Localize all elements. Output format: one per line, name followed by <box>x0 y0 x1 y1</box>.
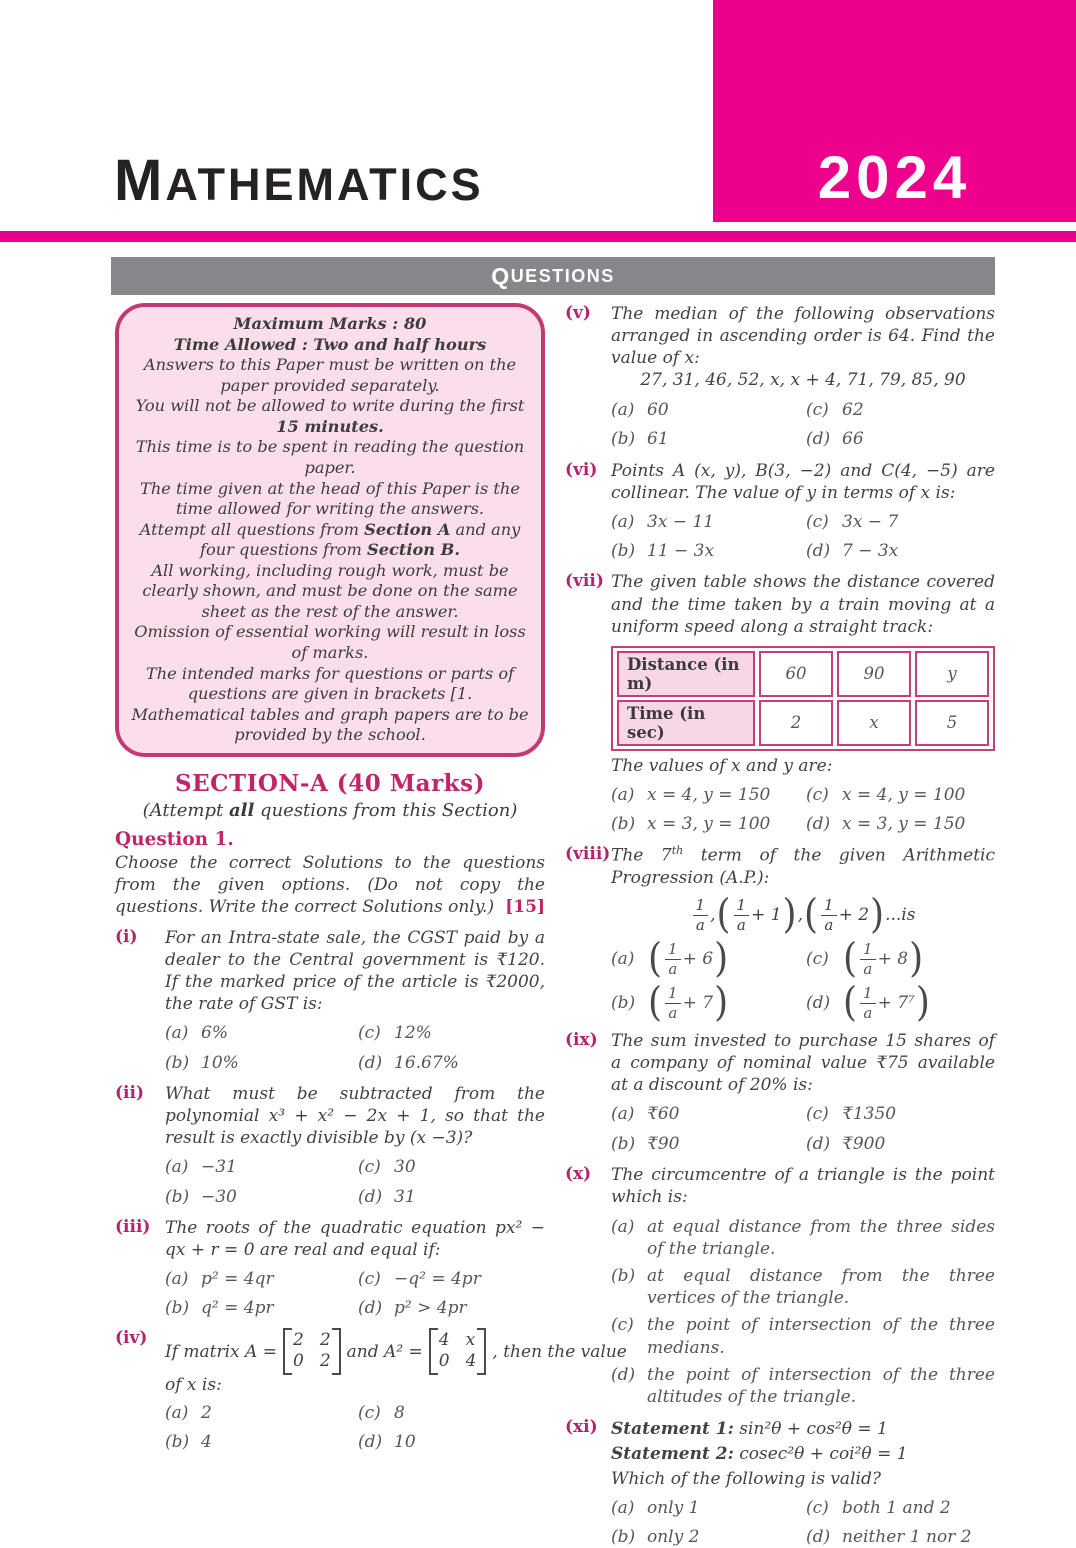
question-vi-option-c: (c) 3x − 7 <box>806 511 899 532</box>
question-x-option-c: (c) the point of intersection of the three medians. <box>611 1315 995 1358</box>
question-x-option-b: (b) at equal distance from the three vertices of the triangle. <box>611 1266 995 1309</box>
instruction-line: You will not be allowed to write during the first 15 minutes. <box>135 396 525 436</box>
question-iii-option-d: (d) p² > 4pr <box>358 1298 467 1319</box>
question-vi-body: Points A (x, y), B(3, −2) and C(4, −5) are collinear. The value of y in terms of x is: <box>611 460 995 503</box>
question-xi-prompt: Which of the following is valid? <box>611 1468 881 1489</box>
question-ii <box>115 1083 545 1208</box>
instruction-line: The intended marks for questions or parts of questions are given in brackets [1. <box>145 663 515 704</box>
question-x-option-a: (a) at equal distance from the three sides of the triangle. <box>611 1217 995 1260</box>
time-allowed: Time Allowed : Two and half hours <box>173 334 487 354</box>
question-1-intro: Choose the correct Solutions to the questions from the given options. (Do not copy the questions. Write the correct Solutions only.) [15] <box>115 852 545 917</box>
question-vii-number: (vii) <box>565 571 604 592</box>
ap-series-formula: $\frac{1}{a}$ , ( $\frac{1}{a}$ + 1 ) , ( $\frac{1}{a}$ + 2 ) ...is <box>611 897 995 933</box>
question-vii-option-c: (c) x = 4, y = 100 <box>806 784 966 805</box>
question-iii-option-c: (c) −q² = 4pr <box>358 1268 481 1289</box>
questions-band <box>111 257 995 295</box>
question-v-series: 27, 31, 46, 52, x, x + 4, 71, 79, 85, 90 <box>640 370 966 391</box>
question-v <box>565 303 995 451</box>
question-xi-option-d: (d) neither 1 nor 2 <box>806 1527 972 1548</box>
exam-title-initial: M <box>114 148 166 213</box>
distance-time-table <box>611 646 995 751</box>
question-iv-matrix-line: If matrix A = 2 2 0 2 and A² = 4 x 0 4 , then the value <box>165 1328 545 1375</box>
question-vi <box>565 460 995 563</box>
question-vii-post: The values of x and y are: <box>611 755 833 776</box>
question-iv-tail: of x is: <box>165 1375 222 1396</box>
question-ix-option-d: (d) ₹900 <box>806 1133 886 1154</box>
section-a-heading: SECTION-A (40 Marks) <box>175 769 485 797</box>
question-v-option-d: (d) 66 <box>806 429 864 450</box>
question-viii <box>565 844 995 1026</box>
instruction-line: Attempt all questions from Section A and any four questions from Section B. <box>139 519 521 560</box>
table-header-distance: Distance (in m) <box>617 651 755 697</box>
year-text: 2024 <box>817 144 972 211</box>
question-ix-option-c: (c) ₹1350 <box>806 1104 897 1125</box>
question-ix-body: The sum invested to purchase 15 shares of a company of nominal value ₹75 available at a discount of 20% is: <box>611 1031 995 1096</box>
question-i-body: For an Intra-state sale, the CGST paid by a dealer to the Central government is ₹120. If the marked price of the article is ₹2000, the rate of GST is: <box>165 928 545 1015</box>
question-xi-statement-2: Statement 2: cosec²θ + coi²θ = 1 <box>611 1444 908 1465</box>
question-xi <box>565 1417 995 1548</box>
question-iii <box>115 1217 545 1320</box>
question-xi-statement-1: Statement 1: sin²θ + cos²θ = 1 <box>611 1418 888 1439</box>
question-ix-option-a: (a) ₹60 <box>611 1104 680 1125</box>
question-v-option-b: (b) 61 <box>611 429 669 450</box>
question-viii-option-c: (c) ( $\frac{1}{a}$ + 8 ) <box>806 935 924 982</box>
question-iv-number: (iv) <box>115 1328 148 1349</box>
question-i-option-c: (c) 12% <box>358 1023 432 1044</box>
exam-title <box>114 148 484 213</box>
max-marks: Maximum Marks : 80 <box>233 314 427 333</box>
question-ii-number: (ii) <box>115 1082 145 1103</box>
question-ii-option-b: (b) −30 <box>165 1186 237 1207</box>
instruction-line: Answers to this Paper must be written on the paper provided separately. <box>143 355 517 395</box>
question-xi-number: (xi) <box>565 1416 598 1437</box>
question-iv-option-a: (a) 2 <box>165 1403 212 1424</box>
question-ii-option-a: (a) −31 <box>165 1157 237 1178</box>
question-v-option-a: (a) 60 <box>611 400 669 421</box>
question-viii-number: (viii) <box>565 844 611 865</box>
question-v-body: The median of the following observations arranged in ascending order is 64. Find the value of x: <box>611 304 995 369</box>
question-iii-body: The roots of the quadratic equation px² − qx + r = 0 are real and equal if: <box>165 1217 545 1260</box>
question-vii-body: The given table shows the distance covered and the time taken by a train moving at a uniform speed along a straight track: <box>611 572 995 637</box>
question-xi-option-c: (c) both 1 and 2 <box>806 1497 951 1518</box>
question-xi-option-b: (b) only 2 <box>611 1527 700 1548</box>
question-iv-option-d: (d) 10 <box>358 1432 416 1453</box>
header-rule <box>0 231 1076 242</box>
question-x-number: (x) <box>565 1163 592 1184</box>
question-x-option-d: (d) the point of intersection of the three altitudes of the triangle. <box>611 1364 995 1407</box>
question-viii-body: The 7th term of the given Arithmetic Progression (A.P.): <box>611 844 995 889</box>
section-a-subtitle: (Attempt all questions from this Section) <box>142 799 518 821</box>
question-i-number: (i) <box>115 927 138 948</box>
question-vi-option-b: (b) 11 − 3x <box>611 541 715 562</box>
question-i-option-a: (a) 6% <box>165 1023 228 1044</box>
question-x-body: The circumcentre of a triangle is the point which is: <box>611 1164 995 1207</box>
question-vii-option-d: (d) x = 3, y = 150 <box>806 814 966 835</box>
instruction-line: All working, including rough work, must be clearly shown, and must be done on the same sheet as the rest of the answer. <box>142 560 518 621</box>
question-vi-option-a: (a) 3x − 11 <box>611 511 715 532</box>
question-iv-option-b: (b) 4 <box>165 1432 212 1453</box>
question-viii-option-a: (a) ( $\frac{1}{a}$ + 6 ) <box>611 935 729 982</box>
question-iv <box>115 1328 627 1453</box>
matrix-A: 2 2 0 2 <box>283 1328 341 1375</box>
question-vii-option-b: (b) x = 3, y = 100 <box>611 814 771 835</box>
question-1-heading: Question 1. <box>115 828 234 850</box>
question-i <box>115 927 545 1074</box>
right-column <box>565 303 995 1548</box>
instruction-line: Mathematical tables and graph papers are to be provided by the school. <box>131 704 529 745</box>
instructions-box <box>115 303 545 757</box>
question-v-option-c: (c) 62 <box>806 400 864 421</box>
question-ii-option-c: (c) 30 <box>358 1157 416 1178</box>
marks-badge: [15] <box>505 897 545 917</box>
question-x <box>565 1164 995 1408</box>
instruction-line: The time given at the head of this Paper is the time allowed for writing the answers. <box>140 478 520 519</box>
question-ix-option-b: (b) ₹90 <box>611 1133 680 1154</box>
question-ix-number: (ix) <box>565 1030 598 1051</box>
question-iv-option-c: (c) 8 <box>358 1403 405 1424</box>
year-badge <box>713 0 1076 222</box>
question-vii-option-a: (a) x = 4, y = 150 <box>611 784 771 805</box>
question-viii-option-d: (d) ( $\frac{1}{a}$ + 7⁷ ) <box>806 979 930 1026</box>
question-iii-option-b: (b) q² = 4pr <box>165 1298 274 1319</box>
question-viii-option-b: (b) ( $\frac{1}{a}$ + 7 ) <box>611 979 729 1026</box>
question-ii-body: What must be subtracted from the polynomial x³ + x² − 2x + 1, so that the result is exactly divisible by (x −3)? <box>165 1083 545 1149</box>
instruction-line: This time is to be spent in reading the question paper. <box>135 437 525 477</box>
band-rest: UESTIONS <box>510 265 615 286</box>
question-iii-option-a: (a) p² = 4qr <box>165 1268 274 1289</box>
exam-title-rest: ATHEMATICS <box>165 159 484 210</box>
question-ix <box>565 1030 995 1155</box>
question-xi-option-a: (a) only 1 <box>611 1497 700 1518</box>
question-v-number: (v) <box>565 303 591 323</box>
question-i-option-d: (d) 16.67% <box>358 1052 459 1073</box>
question-vi-number: (vi) <box>565 459 598 480</box>
table-header-time: Time (in sec) <box>617 700 755 746</box>
band-initial: Q <box>491 262 511 289</box>
matrix-A-squared: 4 x 0 4 <box>429 1328 487 1375</box>
question-vi-option-d: (d) 7 − 3x <box>806 541 899 562</box>
instruction-line: Omission of essential working will result in loss of marks. <box>134 622 526 662</box>
question-vii <box>565 571 995 835</box>
table-row: Time (in sec) 2 x 5 <box>617 700 989 746</box>
question-ii-option-d: (d) 31 <box>358 1186 416 1207</box>
question-i-option-b: (b) 10% <box>165 1052 239 1073</box>
question-iii-number: (iii) <box>115 1216 151 1237</box>
table-row: Distance (in m) 60 90 y <box>617 651 989 697</box>
